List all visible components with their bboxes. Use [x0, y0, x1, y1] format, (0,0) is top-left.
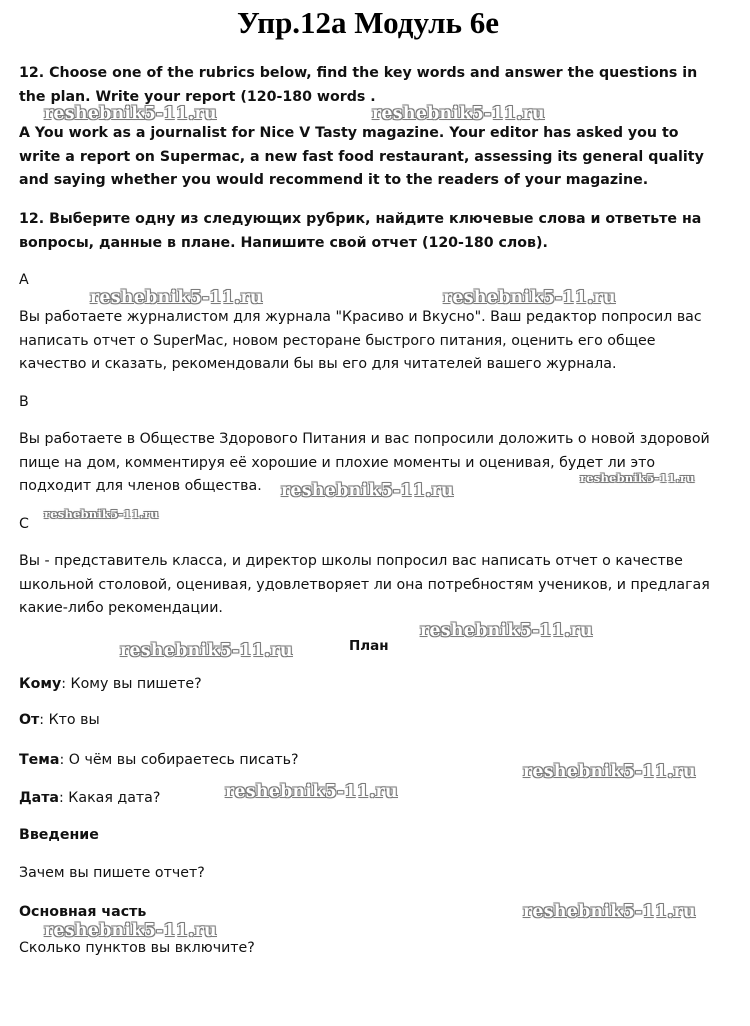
- plan-intro-heading: Введение: [19, 827, 99, 843]
- watermark-3: reshebnik5-11.ru: [90, 288, 263, 308]
- russian-task: 12. Выберите одну из следующих рубрик, найдите ключевые слова и ответьте на вопросы, данные в плане. Напишите свой отчет (120-180 слов).: [19, 211, 702, 251]
- plan-from: [19, 710, 100, 730]
- watermark-4: reshebnik5-11.ru: [443, 288, 616, 308]
- watermark-9: reshebnik5-11.ru: [120, 641, 293, 661]
- plan-title: План: [349, 638, 389, 654]
- plan-date-key: Дата: [19, 790, 60, 806]
- plan-date-value: : Какая дата?: [59, 790, 161, 806]
- watermark-12: reshebnik5-11.ru: [523, 902, 696, 922]
- russian-rubric-a: Вы работаете журналистом для журнала "Красиво и Вкусно". Ваш редактор попросил вас написать отчет о SuperMac, новом ресторане быстрого питания, оценить его общее качество и сказать, рекомендовали бы вы его для читателей вашего журнала.: [19, 309, 702, 372]
- plan-main-heading: Основная часть: [19, 904, 147, 920]
- rubric-c-label: C: [19, 516, 29, 532]
- plan-to: [19, 674, 202, 694]
- plan-intro-question: Зачем вы пишете отчет?: [19, 865, 205, 881]
- watermark-13: reshebnik5-11.ru: [44, 921, 217, 941]
- plan-subject-key: Тема: [19, 752, 60, 768]
- watermark-7: reshebnik5-11.ru: [44, 507, 159, 521]
- rubric-b-label: B: [19, 394, 29, 410]
- plan-main-question: Сколько пунктов вы включите?: [19, 940, 255, 956]
- watermark-8: reshebnik5-11.ru: [420, 621, 593, 641]
- plan-subject-value: : О чём вы собираетесь писать?: [59, 752, 299, 768]
- watermark-11: reshebnik5-11.ru: [225, 782, 398, 802]
- plan-subject: [19, 750, 299, 770]
- watermark-2: reshebnik5-11.ru: [372, 104, 545, 124]
- plan-to-key: Кому: [19, 676, 62, 692]
- english-rubric-a: A You work as a journalist for Nice V Tasty magazine. Your editor has asked you to write a report on Supermac, a new fast food restaurant, assessing its general quality and saying whether you would recommend it to the readers of your magazine.: [19, 125, 704, 188]
- page-title: Упр.12a Модуль 6e: [237, 5, 499, 40]
- watermark-1: reshebnik5-11.ru: [44, 104, 217, 124]
- english-task: 12. Choose one of the rubrics below, find the key words and answer the questions in the plan. Write your report (120-180 words .: [19, 65, 698, 105]
- watermark-6: reshebnik5-11.ru: [281, 481, 454, 501]
- plan-from-value: : Кто вы: [39, 712, 100, 728]
- watermark-5: reshebnik5-11.ru: [580, 471, 695, 485]
- plan-from-key: От: [19, 712, 40, 728]
- rubric-a-label: A: [19, 272, 29, 288]
- russian-rubric-b: Вы работаете в Обществе Здорового Питания и вас попросили доложить о новой здоровой пище на дом, комментируя её хорошие и плохие моменты и оценивая, будет ли это подходит для членов общества.: [19, 431, 710, 494]
- plan-to-value: : Кому вы пишете?: [61, 676, 202, 692]
- watermark-10: reshebnik5-11.ru: [523, 762, 696, 782]
- plan-date: [19, 788, 160, 808]
- russian-rubric-c: Вы - представитель класса, и директор школы попросил вас написать отчет о качестве школьной столовой, оценивая, удовлетворяет ли она потребностям учеников, и предлагая какие-либо рекомендации.: [19, 553, 710, 616]
